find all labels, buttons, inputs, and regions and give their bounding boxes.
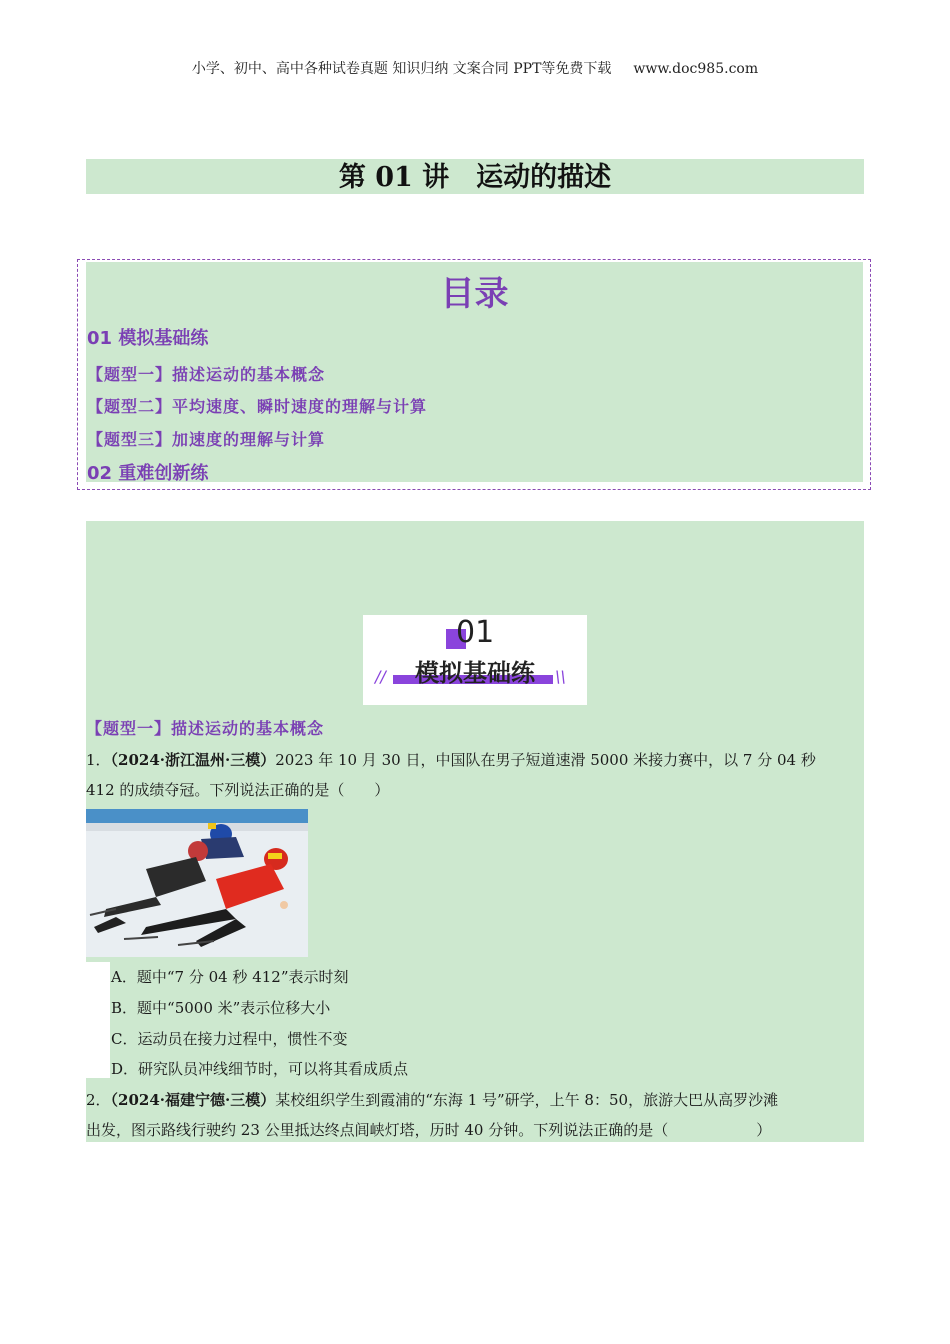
q1-source: （2024·浙江温州·三模） bbox=[110, 751, 276, 769]
toc-panel bbox=[86, 262, 863, 482]
type1-heading: 【题型一】描述运动的基本概念 bbox=[86, 719, 325, 738]
section-banner bbox=[363, 615, 587, 705]
q1-text-line1: 2023 年 10 月 30 日，中国队在男子短道速滑 5000 米接力赛中，以 7 分 04 秒 bbox=[275, 751, 816, 769]
header-url[interactable]: www.doc985.com bbox=[633, 61, 759, 77]
q1-option-d[interactable]: D．研究队员冲线细节时，可以将其看成质点 bbox=[111, 1060, 409, 1078]
q2-text-line1: 某校组织学生到霞浦的“东海 1 号”研学，上午 8：50，旅游大巴从高罗沙滩 bbox=[275, 1091, 779, 1109]
question-2 bbox=[86, 1085, 861, 1145]
q1-option-a[interactable]: A．题中“7 分 04 秒 412”表示时刻 bbox=[111, 968, 349, 986]
q1-option-c[interactable]: C．运动员在接力过程中，惯性不变 bbox=[111, 1030, 348, 1048]
toc-item-type3[interactable]: 【题型三】加速度的理解与计算 bbox=[87, 430, 326, 449]
toc-section-2[interactable]: 02 重难创新练 bbox=[87, 463, 209, 484]
table-of-contents bbox=[77, 259, 871, 490]
slash-decoration-right: \\ bbox=[555, 667, 566, 686]
q2-source: （2024·福建宁德·三模） bbox=[110, 1091, 276, 1109]
q2-text-close: ） bbox=[756, 1121, 772, 1139]
question-1 bbox=[86, 745, 861, 805]
banner-label: 模拟基础练 bbox=[415, 659, 535, 687]
header-text: 小学、初中、高中各种试卷真题 知识归纳 文案合同 PPT等免费下载 bbox=[191, 61, 612, 77]
q2-number: 2． bbox=[86, 1091, 111, 1109]
options-margin bbox=[86, 962, 110, 1078]
toc-item-type2[interactable]: 【题型二】平均速度、瞬时速度的理解与计算 bbox=[87, 397, 428, 416]
q1-text-line2: 412 的成绩夺冠。下列说法正确的是（ ） bbox=[86, 781, 390, 799]
toc-section-1[interactable]: 01 模拟基础练 bbox=[87, 328, 209, 349]
lesson-title: 第 01 讲 运动的描述 bbox=[86, 159, 864, 194]
toc-item-type1[interactable]: 【题型一】描述运动的基本概念 bbox=[87, 365, 326, 384]
slash-decoration-left: // bbox=[375, 667, 386, 686]
page-header bbox=[0, 58, 950, 78]
q2-text-line2: 出发，图示路线行驶约 23 公里抵达终点闾峡灯塔，历时 40 分钟。下列说法正确的是（ bbox=[86, 1121, 669, 1139]
speed-skating-photo bbox=[86, 809, 308, 957]
toc-title: 目录 bbox=[440, 274, 509, 314]
q1-number: 1． bbox=[86, 751, 111, 769]
q1-option-b[interactable]: B．题中“5000 米”表示位移大小 bbox=[111, 999, 331, 1017]
banner-number: 01 bbox=[456, 615, 495, 650]
